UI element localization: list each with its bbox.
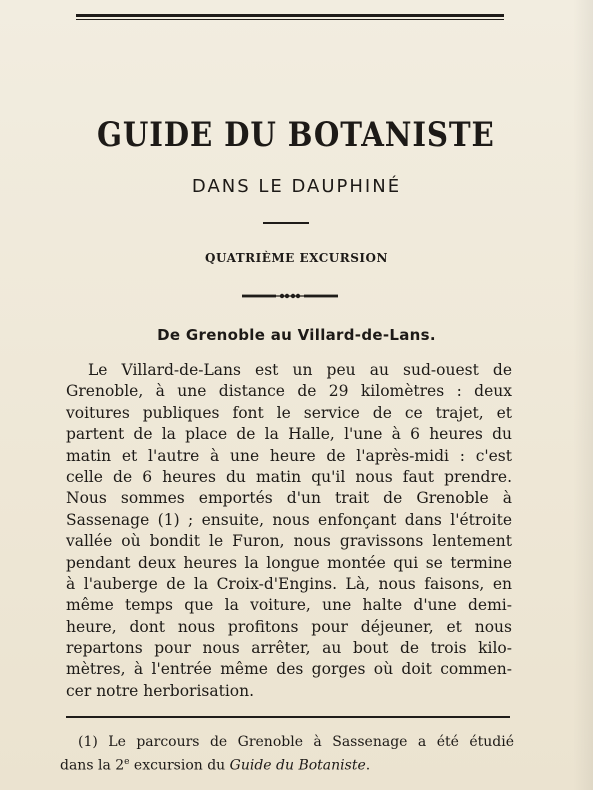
body-line: partent de la place de la Halle, l'une à 6 heures du [66,425,512,444]
body-line: Le Villard-de-Lans est un peu au sud-ouest de [88,361,512,379]
top-double-rule [76,14,504,20]
body-line: pendant deux heures la longue montée qui se termine [66,553,512,572]
excursion-heading: QUATRIÈME EXCURSION [205,251,388,265]
footnote-rule [66,716,510,718]
body-line: Grenoble, à une distance de 29 kilomètres : deux [66,382,512,401]
body-line: repartons pour nous arrêter, au bout de trois kilo- [66,639,512,658]
footnote [60,732,514,772]
footnote-book-title: Guide du Botaniste [229,757,366,774]
footnote-text: dans la 2 [60,757,125,774]
footnote-superscript: e [124,757,130,767]
book-subtitle: DANS LE DAUPHINÉ [191,176,402,197]
body-line: vallée où bondit le Furon, nous gravissons lentement [66,532,512,551]
ornament-divider-icon [242,290,338,302]
body-line: Nous sommes emportés d'un trait de Grenoble à [66,489,512,508]
footnote-text: . [365,757,371,774]
body-paragraph [66,360,512,702]
book-title: GUIDE DU BOTANISTE [97,115,495,155]
body-line: mètres, à l'entrée même des gorges où doit commen- [66,660,512,679]
body-line: matin et l'autre à une heure de l'après-midi : c'est [66,446,512,465]
footnote-text: excursion du [129,757,230,774]
body-line: celle de 6 heures du matin qu'il nous faut prendre. [66,467,512,486]
page-edge-shadow [573,0,593,790]
body-line: cer notre herborisation. [66,681,255,700]
body-line: heure, dont nous profitons pour déjeuner, et nous [66,617,512,636]
footnote-line: (1) Le parcours de Grenoble à Sassenage a été étudié [78,734,514,750]
body-line: à l'auberge de la Croix-d'Engins. Là, nous faisons, en [66,574,512,593]
body-line: voitures publiques font le service de ce trajet, et [66,403,512,422]
body-line: même temps que la voiture, une halte d'une demi- [66,596,512,615]
footnote-line [60,752,514,772]
body-line: Sassenage (1) ; ensuite, nous enfonçant dans l'étroite [66,510,512,529]
title-divider [263,222,309,224]
section-heading: De Grenoble au Villard-de-Lans. [157,326,436,344]
